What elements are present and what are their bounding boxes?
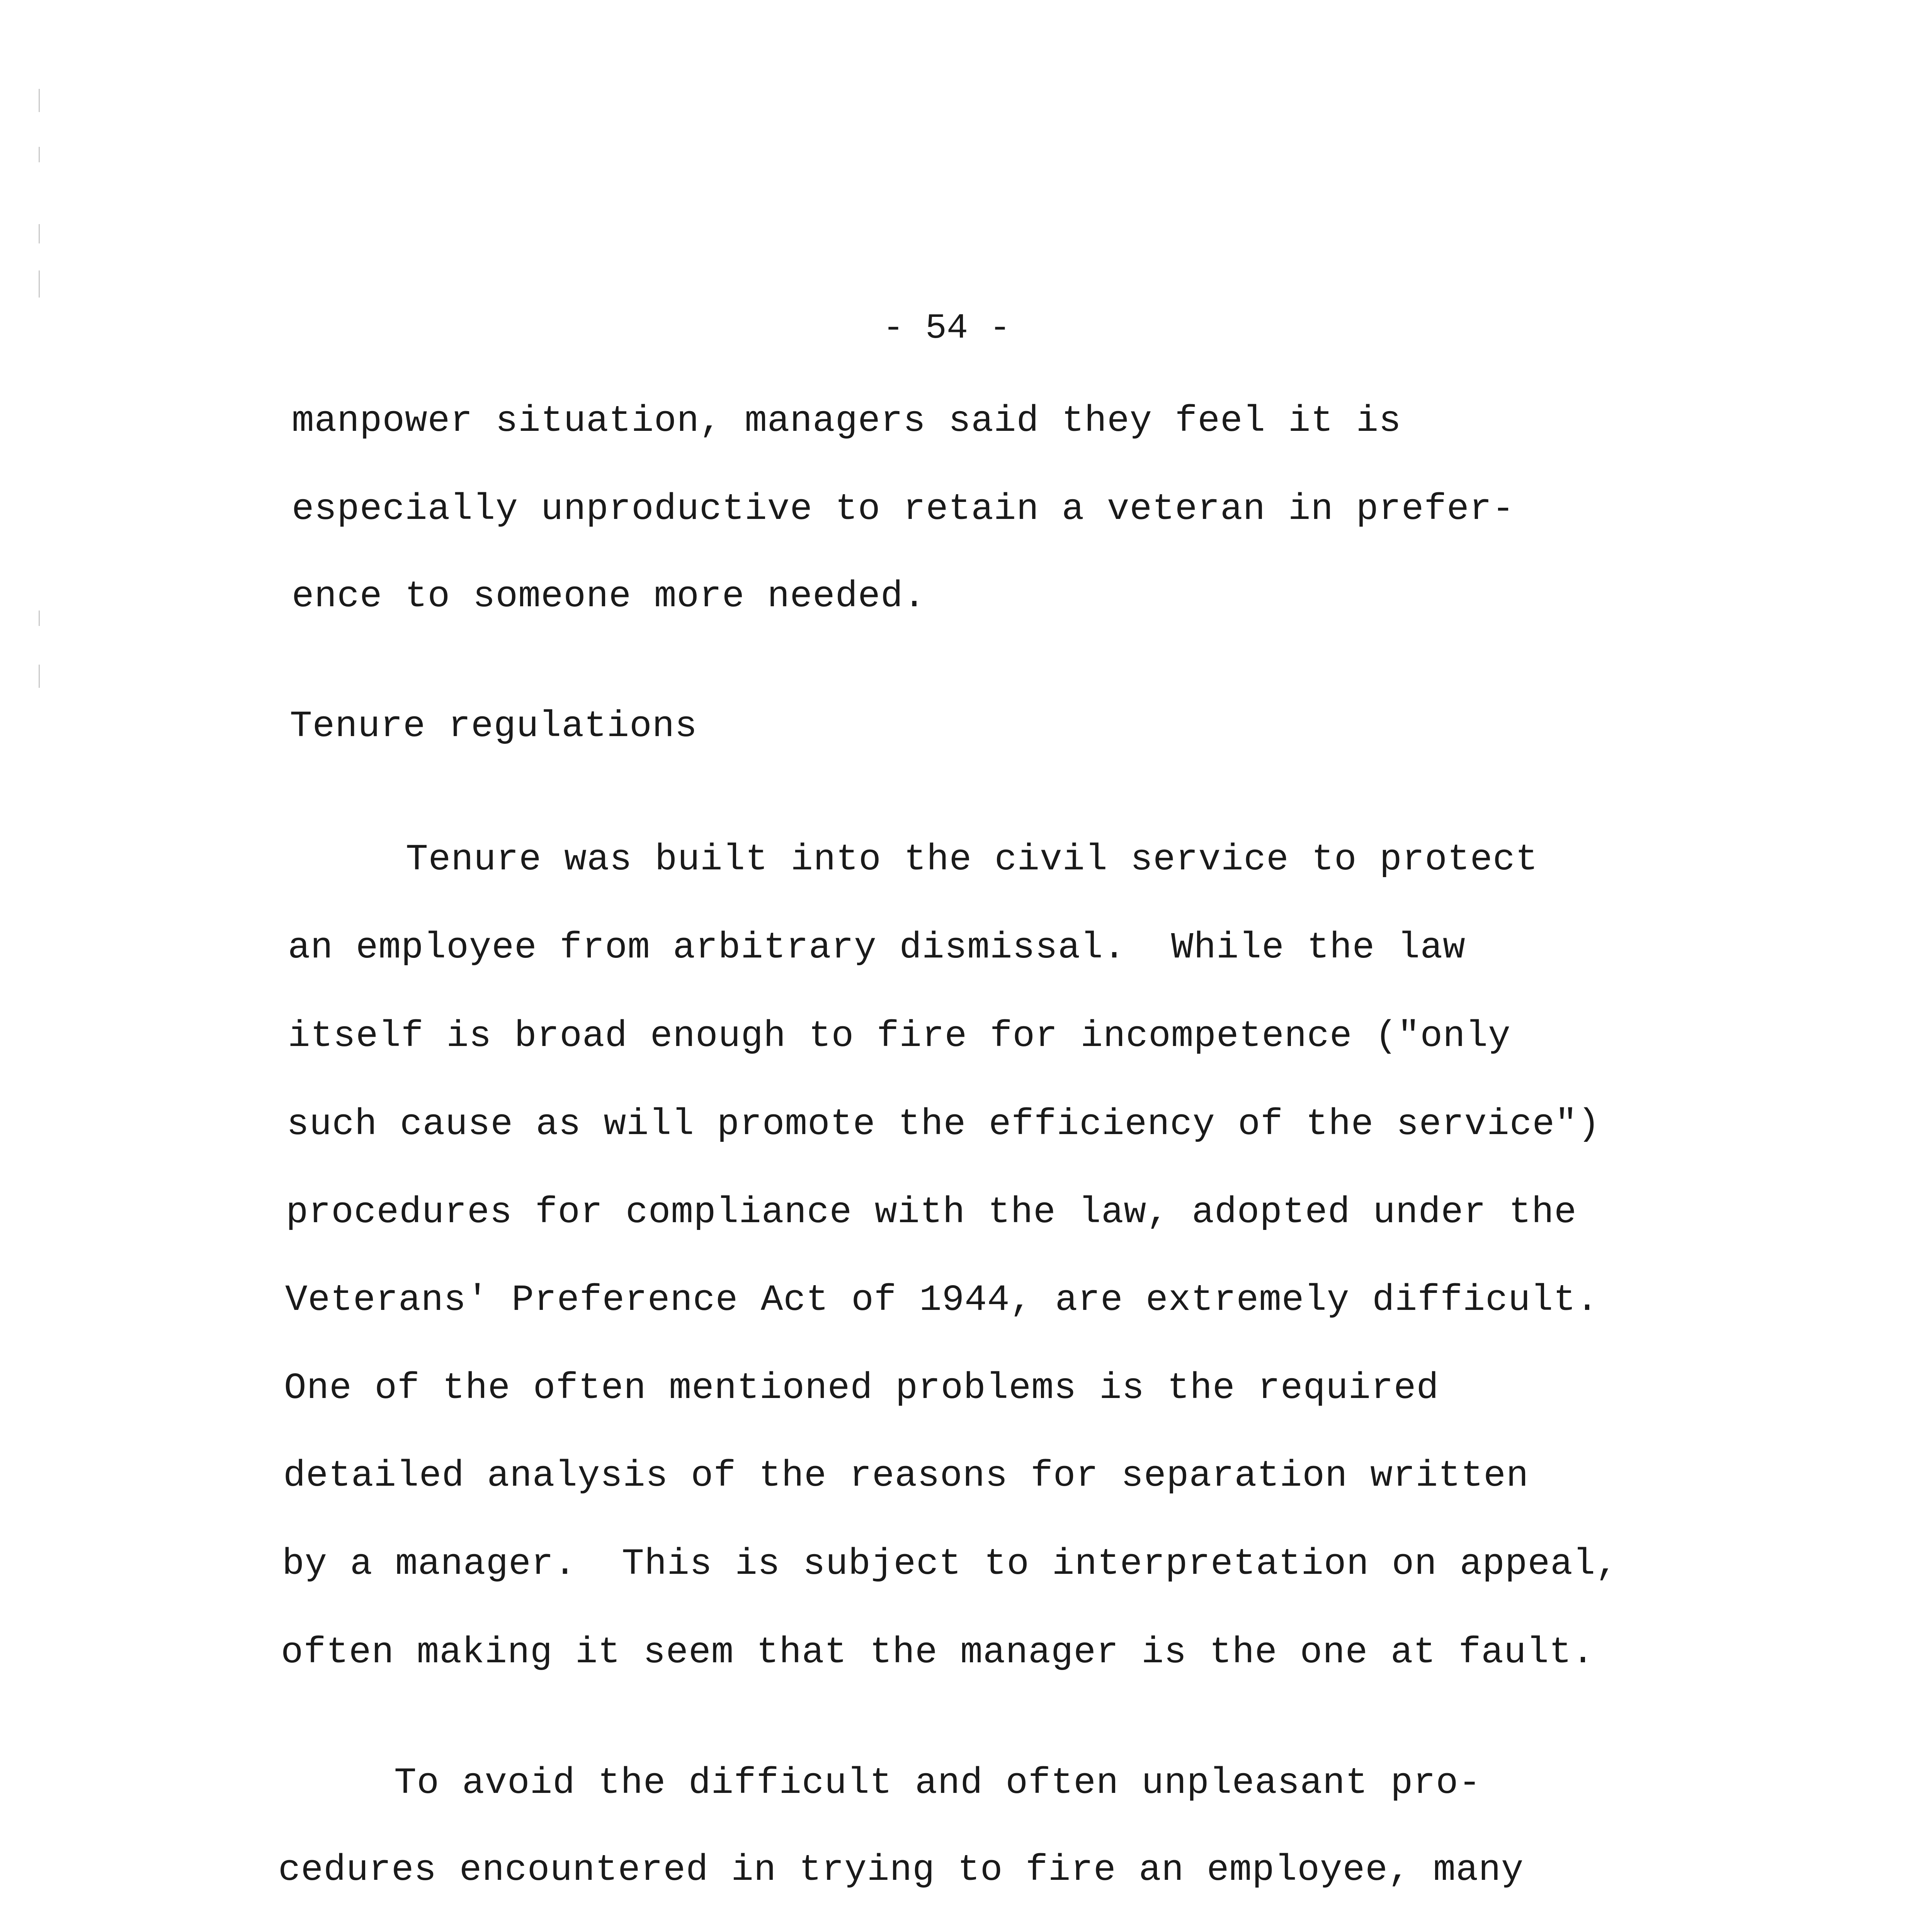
paragraph-2-line: procedures for compliance with the law, adopted under the [286, 1191, 1577, 1233]
paragraph-2-line: Veterans' Preference Act of 1944, are extremely difficult. [285, 1279, 1599, 1321]
section-heading: Tenure regulations [290, 705, 697, 747]
scan-artifact [39, 147, 40, 162]
scan-artifact [39, 89, 40, 112]
paragraph-2-line: detailed analysis of the reasons for separation written [283, 1455, 1529, 1497]
paragraph-2-line: One of the often mentioned problems is the required [284, 1367, 1439, 1409]
paragraph-2-line: Tenure was built into the civil service to protect [406, 838, 1538, 881]
paragraph-1-line: ence to someone more needed. [292, 575, 926, 617]
paragraph-2-line: such cause as will promote the efficiency of the service") [287, 1103, 1600, 1145]
paragraph-2-line: itself is broad enough to fire for incompetence ("only [288, 1015, 1511, 1057]
paragraph-3-line: To avoid the difficult and often unpleasant pro- [394, 1762, 1481, 1804]
scan-artifact [39, 611, 40, 626]
paragraph-1-line: manpower situation, managers said they feel it is [292, 400, 1401, 442]
paragraph-2-line: by a manager. This is subject to interpretation on appeal, [282, 1543, 1618, 1585]
paragraph-2-line: an employee from arbitrary dismissal. While the law [288, 927, 1466, 969]
scan-artifact [39, 270, 40, 298]
paragraph-3-line: cedures encountered in trying to fire an employee, many [278, 1849, 1524, 1891]
paragraph-1-line: especially unproductive to retain a veteran in prefer- [292, 488, 1515, 530]
scan-artifact [39, 665, 40, 688]
page-number: - 54 - [883, 308, 1011, 349]
scan-artifact [39, 224, 40, 243]
paragraph-2-line: often making it seem that the manager is the one at fault. [281, 1631, 1595, 1673]
